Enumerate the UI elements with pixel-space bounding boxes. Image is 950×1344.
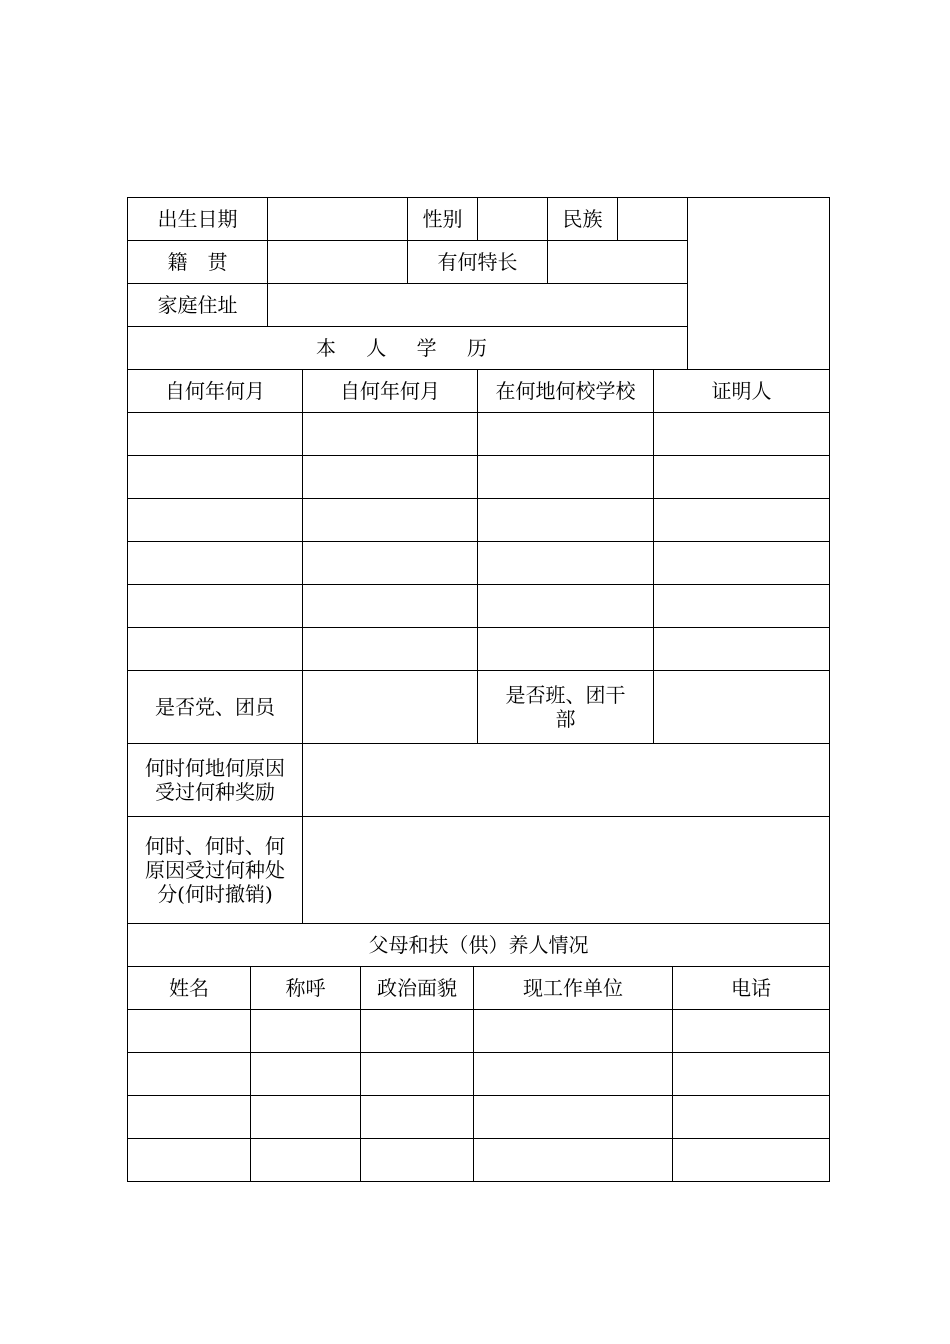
personal-info-table bbox=[127, 197, 830, 370]
party-member-field[interactable] bbox=[303, 671, 478, 744]
specialty-field[interactable] bbox=[548, 241, 688, 284]
gender-label: 性别 bbox=[408, 198, 478, 241]
edu-cell[interactable] bbox=[478, 456, 654, 499]
family-header-phone: 电话 bbox=[673, 967, 830, 1010]
birth-date-field[interactable] bbox=[268, 198, 408, 241]
table-row bbox=[128, 1139, 830, 1182]
family-cell[interactable] bbox=[128, 1010, 251, 1053]
registration-form bbox=[127, 197, 829, 1182]
table-row bbox=[128, 628, 830, 671]
table-row bbox=[128, 499, 830, 542]
family-cell[interactable] bbox=[673, 1139, 830, 1182]
edu-cell[interactable] bbox=[128, 456, 303, 499]
family-cell[interactable] bbox=[251, 1010, 361, 1053]
class-cadre-field[interactable] bbox=[654, 671, 830, 744]
family-header-political: 政治面貌 bbox=[361, 967, 474, 1010]
edu-cell[interactable] bbox=[478, 585, 654, 628]
native-place-field[interactable] bbox=[268, 241, 408, 284]
education-table bbox=[127, 369, 830, 967]
table-row bbox=[128, 1010, 830, 1053]
family-cell[interactable] bbox=[361, 1139, 474, 1182]
native-place-label: 籍 贯 bbox=[128, 241, 268, 284]
family-header-employer: 现工作单位 bbox=[474, 967, 673, 1010]
address-label: 家庭住址 bbox=[128, 284, 268, 327]
edu-cell[interactable] bbox=[654, 499, 830, 542]
table-row bbox=[128, 413, 830, 456]
family-cell[interactable] bbox=[251, 1053, 361, 1096]
punishments-label: 何时、何时、何原因受过何种处分(何时撤销) bbox=[128, 817, 303, 924]
edu-cell[interactable] bbox=[128, 542, 303, 585]
family-header-relation: 称呼 bbox=[251, 967, 361, 1010]
edu-cell[interactable] bbox=[303, 585, 478, 628]
edu-cell[interactable] bbox=[303, 628, 478, 671]
edu-header-witness: 证明人 bbox=[654, 370, 830, 413]
ethnicity-field[interactable] bbox=[618, 198, 688, 241]
edu-cell[interactable] bbox=[303, 542, 478, 585]
family-cell[interactable] bbox=[673, 1053, 830, 1096]
edu-cell[interactable] bbox=[654, 628, 830, 671]
family-cell[interactable] bbox=[128, 1053, 251, 1096]
edu-cell[interactable] bbox=[478, 499, 654, 542]
edu-cell[interactable] bbox=[478, 413, 654, 456]
table-row bbox=[128, 585, 830, 628]
photo-area[interactable] bbox=[688, 198, 830, 370]
edu-cell[interactable] bbox=[128, 413, 303, 456]
edu-cell[interactable] bbox=[303, 456, 478, 499]
family-section-title: 父母和扶（供）养人情况 bbox=[128, 924, 830, 967]
gender-field[interactable] bbox=[478, 198, 548, 241]
specialty-label: 有何特长 bbox=[408, 241, 548, 284]
family-cell[interactable] bbox=[474, 1096, 673, 1139]
table-row bbox=[128, 456, 830, 499]
family-cell[interactable] bbox=[673, 1096, 830, 1139]
family-cell[interactable] bbox=[251, 1096, 361, 1139]
table-row bbox=[128, 1096, 830, 1139]
family-cell[interactable] bbox=[361, 1053, 474, 1096]
edu-cell[interactable] bbox=[128, 585, 303, 628]
table-row bbox=[128, 1053, 830, 1096]
family-cell[interactable] bbox=[128, 1139, 251, 1182]
punishments-field[interactable] bbox=[303, 817, 830, 924]
family-cell[interactable] bbox=[251, 1139, 361, 1182]
family-cell[interactable] bbox=[361, 1096, 474, 1139]
family-cell[interactable] bbox=[128, 1096, 251, 1139]
edu-cell[interactable] bbox=[654, 585, 830, 628]
edu-cell[interactable] bbox=[478, 542, 654, 585]
party-member-label: 是否党、团员 bbox=[128, 671, 303, 744]
edu-cell[interactable] bbox=[303, 499, 478, 542]
edu-header-to: 自何年何月 bbox=[303, 370, 478, 413]
family-cell[interactable] bbox=[474, 1139, 673, 1182]
birth-date-label: 出生日期 bbox=[128, 198, 268, 241]
edu-cell[interactable] bbox=[654, 413, 830, 456]
family-cell[interactable] bbox=[474, 1053, 673, 1096]
edu-cell[interactable] bbox=[128, 499, 303, 542]
edu-header-from: 自何年何月 bbox=[128, 370, 303, 413]
education-section-title: 本 人 学 历 bbox=[128, 327, 688, 370]
awards-label: 何时何地何原因受过何种奖励 bbox=[128, 744, 303, 817]
edu-header-school: 在何地何校学校 bbox=[478, 370, 654, 413]
family-table bbox=[127, 966, 830, 1182]
family-header-name: 姓名 bbox=[128, 967, 251, 1010]
family-cell[interactable] bbox=[673, 1010, 830, 1053]
address-field[interactable] bbox=[268, 284, 688, 327]
edu-cell[interactable] bbox=[128, 628, 303, 671]
edu-cell[interactable] bbox=[654, 456, 830, 499]
edu-cell[interactable] bbox=[478, 628, 654, 671]
table-row bbox=[128, 542, 830, 585]
ethnicity-label: 民族 bbox=[548, 198, 618, 241]
family-cell[interactable] bbox=[474, 1010, 673, 1053]
family-cell[interactable] bbox=[361, 1010, 474, 1053]
class-cadre-label: 是否班、团干部 bbox=[478, 671, 654, 744]
edu-cell[interactable] bbox=[303, 413, 478, 456]
awards-field[interactable] bbox=[303, 744, 830, 817]
edu-cell[interactable] bbox=[654, 542, 830, 585]
